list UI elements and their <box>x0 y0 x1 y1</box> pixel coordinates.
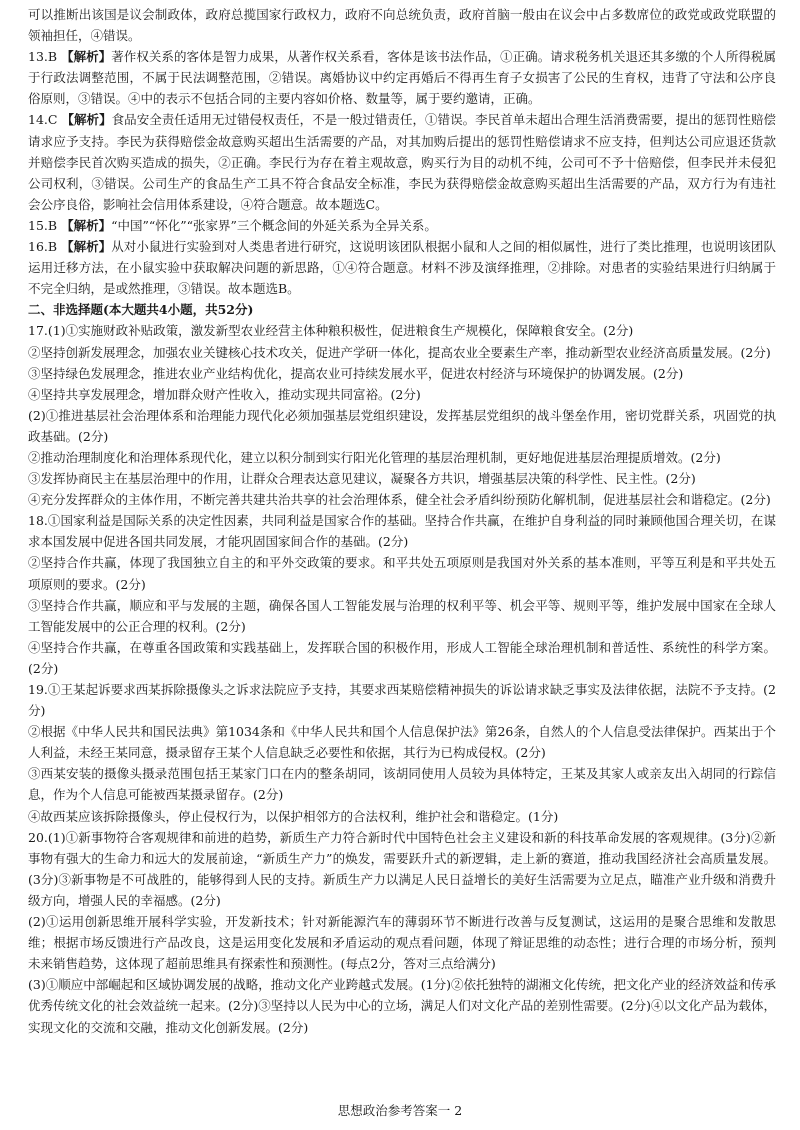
mc-item-16 <box>28 236 776 299</box>
answer-point: 17.(1)①实施财政补贴政策，激发新型农业经营主体种粮积极性，促进粮食生产规模化，保障粮食安全。(2分) <box>28 323 634 339</box>
answer-point: (3)①顺应中部崛起和区域协调发展的战略，推动文化产业跨越式发展。(1分)②依托独特的湖湘文化传统，把文化产业的经济效益和传承优秀传统文化的社会效益统一起来。(2分)③坚持以人民为中心的立场，满足人们对文化产品的差别性需要。(2分)④以文化产品为载体，实现文化的交流和交融，推动文化创新发展。(2分) <box>28 977 776 1035</box>
question-20 <box>28 827 776 1038</box>
answer-point: ②根据《中华人民共和国民法典》第1034条和《中华人民共和国个人信息保护法》第26条，自然人的个人信息受法律保护。西某出于个人利益，未经王某同意，摄录留存王某个人信息缺乏必要性和依据，其行为已构成侵权。(2分) <box>28 724 776 761</box>
answer-point: ③西某安装的摄像头摄录范围包括王某家门口在内的整条胡同，该胡同使用人员较为具体特定，王某及其家人或亲友出入胡同的行踪信息，作为个人信息可能被西某摄录留存。(2分) <box>28 766 776 803</box>
answer-point: ④充分发挥群众的主体作用，不断完善共建共治共享的社会治理体系，健全社会矛盾纠纷预防化解机制，促进基层社会和谐稳定。(2分) <box>28 492 771 508</box>
continuation-paragraph: 可以推断出该国是议会制政体，政府总揽国家行政权力，政府不向总统负责，政府首脑一般由在议会中占多数席位的政党或政党联盟的领袖担任，④错误。 <box>28 7 776 44</box>
analysis-tag: 【解析】 <box>61 239 112 255</box>
mc-item-15 <box>28 215 776 236</box>
analysis-text: 食品安全责任适用无过错侵权责任，不是一般过错责任，①错误。李民首单未超出合理生活消费需要，提出的惩罚性赔偿请求应予支持。李民为获得赔偿金故意购买超出生活需要的产品，对其加购后提出的惩罚性赔偿请求不应支持，但判达公司应退还货款并赔偿李民首次购买造成的损失，②正确。李民行为存在着主观故意，购买行为目的动机不纯，公司可不予十倍赔偿，但李民并未侵犯公司权利，③错误。公司生产的食品生产工具不符合食品安全标准，李民为获得赔偿金故意购买超出生活需要的产品，双方行为有违社会公序良俗，影响社会信用体系建设，④符合题意。故本题选C。 <box>28 112 776 212</box>
analysis-tag: 【解析】 <box>61 49 112 65</box>
section-title: 二、非选择题(本大题共4小题，共52分) <box>28 302 254 318</box>
item-number: 15.B <box>28 217 58 233</box>
mc-item-13 <box>28 46 776 109</box>
analysis-text: “中国”“怀化”“张家界”三个概念间的外延关系为全异关系。 <box>111 217 437 233</box>
answer-point: ③坚持绿色发展理念，推进农业产业结构优化，提高农业可持续发展水平，促进农村经济与环境保护的协调发展。(2分) <box>28 365 684 381</box>
question-17 <box>28 320 776 510</box>
answer-point: ③发挥协商民主在基层治理中的作用，让群众合理表达意见建议，凝聚各方共识，增强基层决策的科学性、民主性。(2分) <box>28 471 696 487</box>
answer-point: ②坚持创新发展理念，加强农业关键核心技术攻关，促进产学研一体化，提高农业全要素生产率，推动新型农业经济高质量发展。(2分) <box>28 344 771 360</box>
answer-point: (2)①运用创新思维开展科学实验，开发新技术；针对新能源汽车的薄弱环节不断进行改善与反复测试，这运用的是聚合思维和发散思维；根据市场反馈进行产品改良，这是运用变化发展和矛盾运动的观点看问题，体现了辩证思维的动态性；进行合理的市场分析，预判未来销售趋势，这体现了超前思维具有探索性和预测性。(每点2分，答对三点给满分) <box>28 914 776 972</box>
item-number: 16.B <box>28 239 58 255</box>
answer-point: 20.(1)①新事物符合客观规律和前进的趋势，新质生产力符合新时代中国特色社会主义建设和新的科技革命发展的客观规律。(3分)②新事物有强大的生命力和远大的发展前途，“新质生产力”的焕发，需要跃升式的新逻辑，走上新的赛道，推动我国经济社会高质量发展。(3分)③新事物是不可战胜的，能够得到人民的支持。新质生产力以满足人民日益增长的美好生活需要为立足点，瞄准产业升级和消费升级方向，增强人民的幸福感。(2分) <box>28 829 776 908</box>
question-19 <box>28 679 776 827</box>
answer-point: ②坚持合作共赢，体现了我国独立自主的和平外交政策的要求。和平共处五项原则是我国对外关系的基本准则，平等互利是和平共处五项原则的要求。(2分) <box>28 555 776 592</box>
answer-point: ③坚持合作共赢，顺应和平与发展的主题，确保各国人工智能发展与治理的权利平等、机会平等、规则平等，维护发展中国家在全球人工智能发展中的公正合理的权利。(2分) <box>28 597 776 634</box>
page-footer: 思想政治参考答案一 2 <box>337 1103 463 1118</box>
answer-point: ④坚持合作共赢，在尊重各国政策和实践基础上，发挥联合国的积极作用，形成人工智能全球治理机制和普适性、系统性的科学方案。(2分) <box>28 639 776 676</box>
analysis-tag: 【解析】 <box>61 112 112 128</box>
answer-point: ④故西某应该拆除摄像头，停止侵权行为，以保护相邻方的合法权利，维护社会和谐稳定。(1分) <box>28 808 559 824</box>
answer-point: 18.①国家利益是国际关系的决定性因素，共同利益是国家合作的基础。坚持合作共赢，在维护自身利益的同时兼顾他国合理关切，在谋求本国发展中促进各国共同发展，才能巩固国家间合作的基础。(2分) <box>28 513 776 550</box>
item-number: 13.B <box>28 49 58 65</box>
mc-item-14 <box>28 109 776 214</box>
analysis-text: 著作权关系的客体是智力成果，从著作权关系看，客体是该书法作品，①正确。请求税务机关退还其多缴的个人所得税属于行政法调整范围，不属于民法调整范围，②错误。离婚协议中约定再婚后不得再生育子女损害了公民的生育权，违背了守法和公序良俗原则，③错误。④中的表示不包括合同的主要内容如价格、数量等，属于要约邀请，正确。 <box>28 49 776 107</box>
answer-point: ②推动治理制度化和治理体系现代化，建立以积分制到实行阳光化管理的基层治理机制，更好地促进基层治理提质增效。(2分) <box>28 449 721 465</box>
item-number: 14.C <box>28 112 58 128</box>
answer-point: ④坚持共享发展理念，增加群众财产性收入，推动实现共同富裕。(2分) <box>28 386 421 402</box>
answer-point: (2)①推进基层社会治理体系和治理能力现代化必须加强基层党组织建设，发挥基层党组织的战斗堡垒作用，密切党群关系，巩固党的执政基础。(2分) <box>28 407 776 444</box>
answer-page <box>28 4 776 1038</box>
question-18 <box>28 510 776 679</box>
answer-point: 19.①王某起诉要求西某拆除摄像头之诉求法院应予支持，其要求西某赔偿精神损失的诉讼请求缺乏事实及法律依据，法院不予支持。(2分) <box>28 682 776 719</box>
analysis-tag: 【解析】 <box>61 217 112 233</box>
analysis-text: 从对小鼠进行实验到对人类患者进行研究，这说明该团队根据小鼠和人之间的相似属性，进行了类比推理，也说明该团队运用迁移方法，在小鼠实验中获取解决问题的新思路，①④符合题意。材料不涉及演绎推理，②排除。对患者的实验结果进行归纳属于不完全归纳，是或然推理，③错误。故本题选B。 <box>28 239 776 297</box>
